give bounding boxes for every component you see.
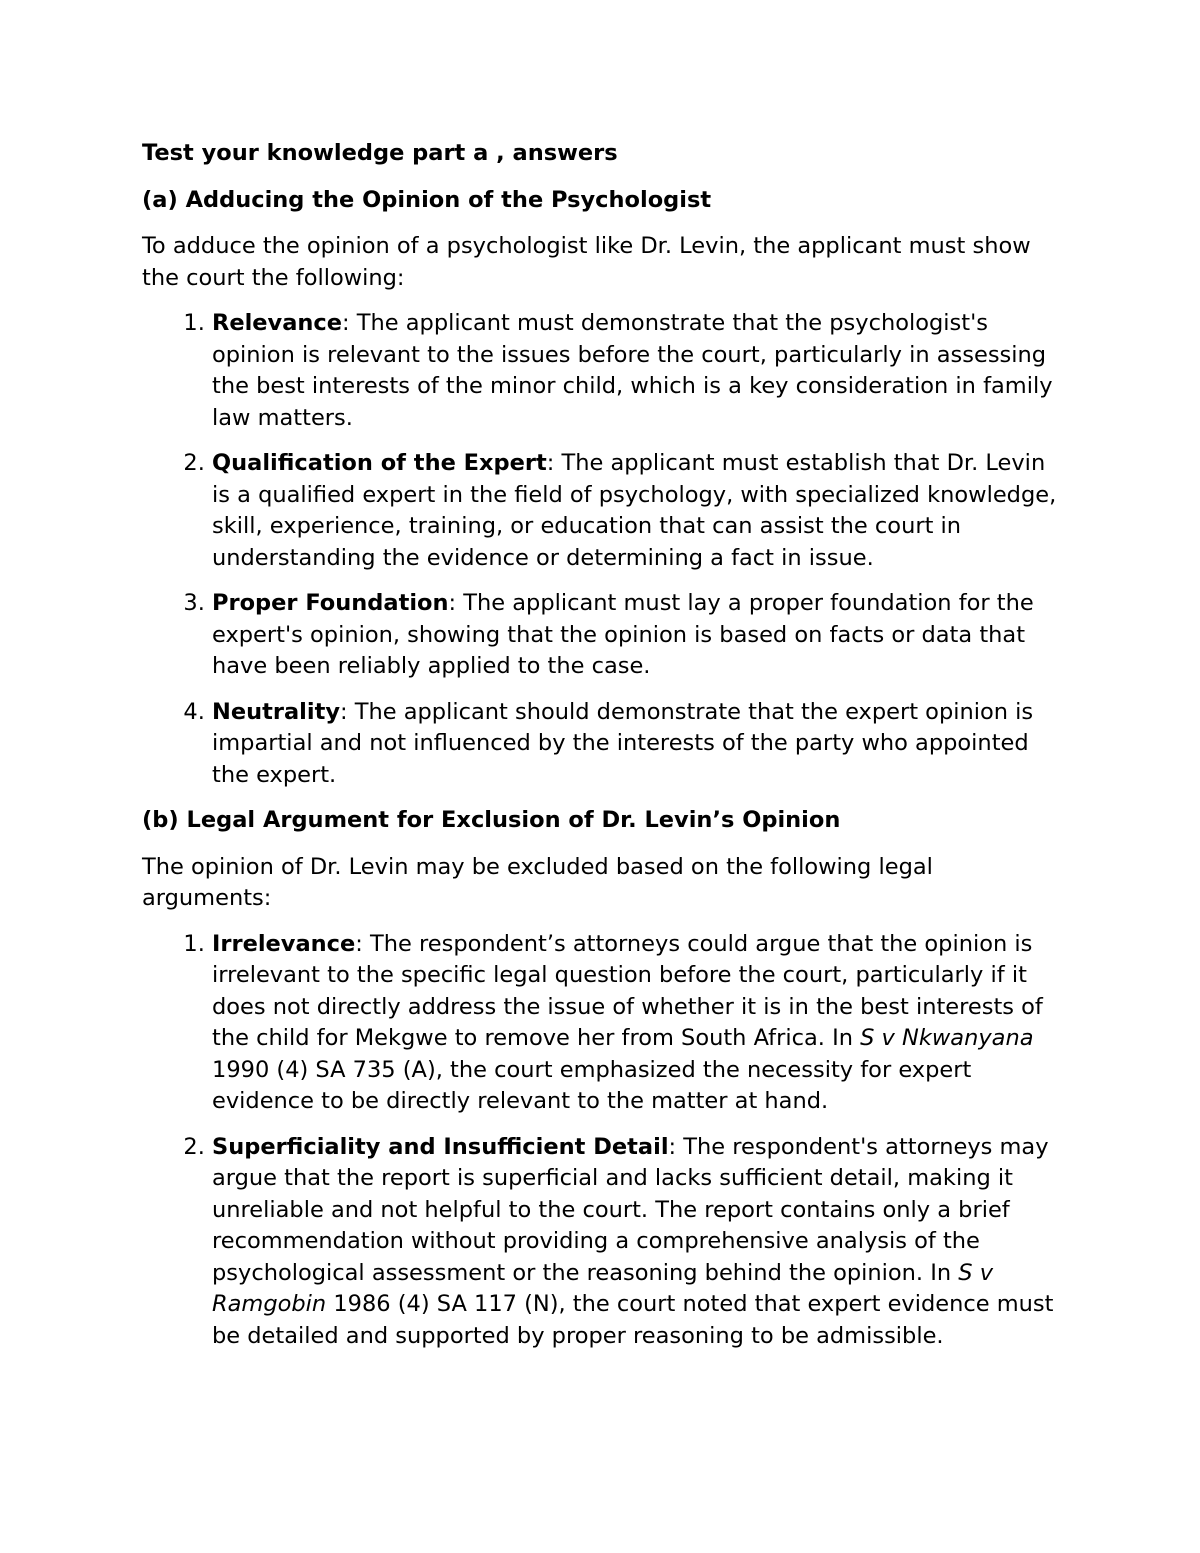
item-text: 1986 (4) SA 117 (N), the court noted that expert evidence must be detailed and supported by proper reasoning to be admissible. bbox=[212, 1291, 1054, 1349]
section-a-heading: (a) Adducing the Opinion of the Psychologist bbox=[142, 186, 712, 213]
list-item bbox=[212, 697, 1062, 792]
case-citation: S v Nkwanyana bbox=[860, 1025, 1034, 1051]
item-text: : The applicant must establish that Dr. Levin is a qualified expert in the field of psychology, with specialized knowledge, skill, experience, training, or education that can assist the court in understanding the evidence or determining a fact in issue. bbox=[212, 450, 1057, 571]
list-item bbox=[212, 1132, 1062, 1353]
section-b-intro: The opinion of Dr. Levin may be excluded based on the following legal arguments: bbox=[142, 853, 933, 911]
item-text: 1990 (4) SA 735 (A), the court emphasized the necessity for expert evidence to be directly relevant to the matter at hand. bbox=[212, 1056, 972, 1114]
item-term: Relevance bbox=[212, 310, 343, 336]
item-term: Qualification of the Expert bbox=[212, 450, 547, 476]
case-citation: S v Ramgobin bbox=[212, 1259, 994, 1317]
item-text: : The respondent’s attorneys could argue that the opinion is irrelevant to the specific legal question before the court, particularly if it does not directly address the issue of whether it is in the best interests of the child for Mekgwe to remove her from South Africa. In bbox=[212, 930, 1043, 1051]
section-a-list bbox=[142, 308, 1062, 791]
item-term: Neutrality bbox=[212, 698, 340, 725]
list-item bbox=[212, 448, 1062, 574]
section-b-heading: (b) Legal Argument for Exclusion of Dr. Levin’s Opinion bbox=[142, 807, 841, 833]
section-b-list bbox=[142, 929, 1062, 1353]
document-title: Test your knowledge part a , answers bbox=[142, 140, 618, 166]
item-term: Superficiality and Insufficient Detail bbox=[212, 1133, 669, 1160]
list-item bbox=[212, 308, 1062, 434]
item-term: Irrelevance bbox=[212, 930, 356, 957]
document-page bbox=[142, 138, 1062, 1366]
section-a-intro: To adduce the opinion of a psychologist like Dr. Levin, the applicant must show the court the following: bbox=[142, 233, 1031, 291]
list-item bbox=[212, 588, 1062, 683]
item-text: : The applicant must demonstrate that the psychologist's opinion is relevant to the issues before the court, particularly in assessing the best interests of the minor child, which is a key consideration in family law matters. bbox=[212, 310, 1053, 431]
item-term: Proper Foundation bbox=[212, 590, 449, 616]
item-text: : The applicant should demonstrate that the expert opinion is impartial and not influenced by the interests of the party who appointed the expert. bbox=[212, 698, 1034, 788]
item-text: : The applicant must lay a proper foundation for the expert's opinion, showing that the opinion is based on facts or data that have been reliably applied to the case. bbox=[212, 590, 1034, 679]
item-text: : The respondent's attorneys may argue that the report is superficial and lacks sufficient detail, making it unreliable and not helpful to the court. The report contains only a brief recommendation without providing a comprehensive analysis of the psychological assessment or the reasoning behind the opinion. In bbox=[212, 1133, 1049, 1286]
list-item bbox=[212, 929, 1062, 1118]
